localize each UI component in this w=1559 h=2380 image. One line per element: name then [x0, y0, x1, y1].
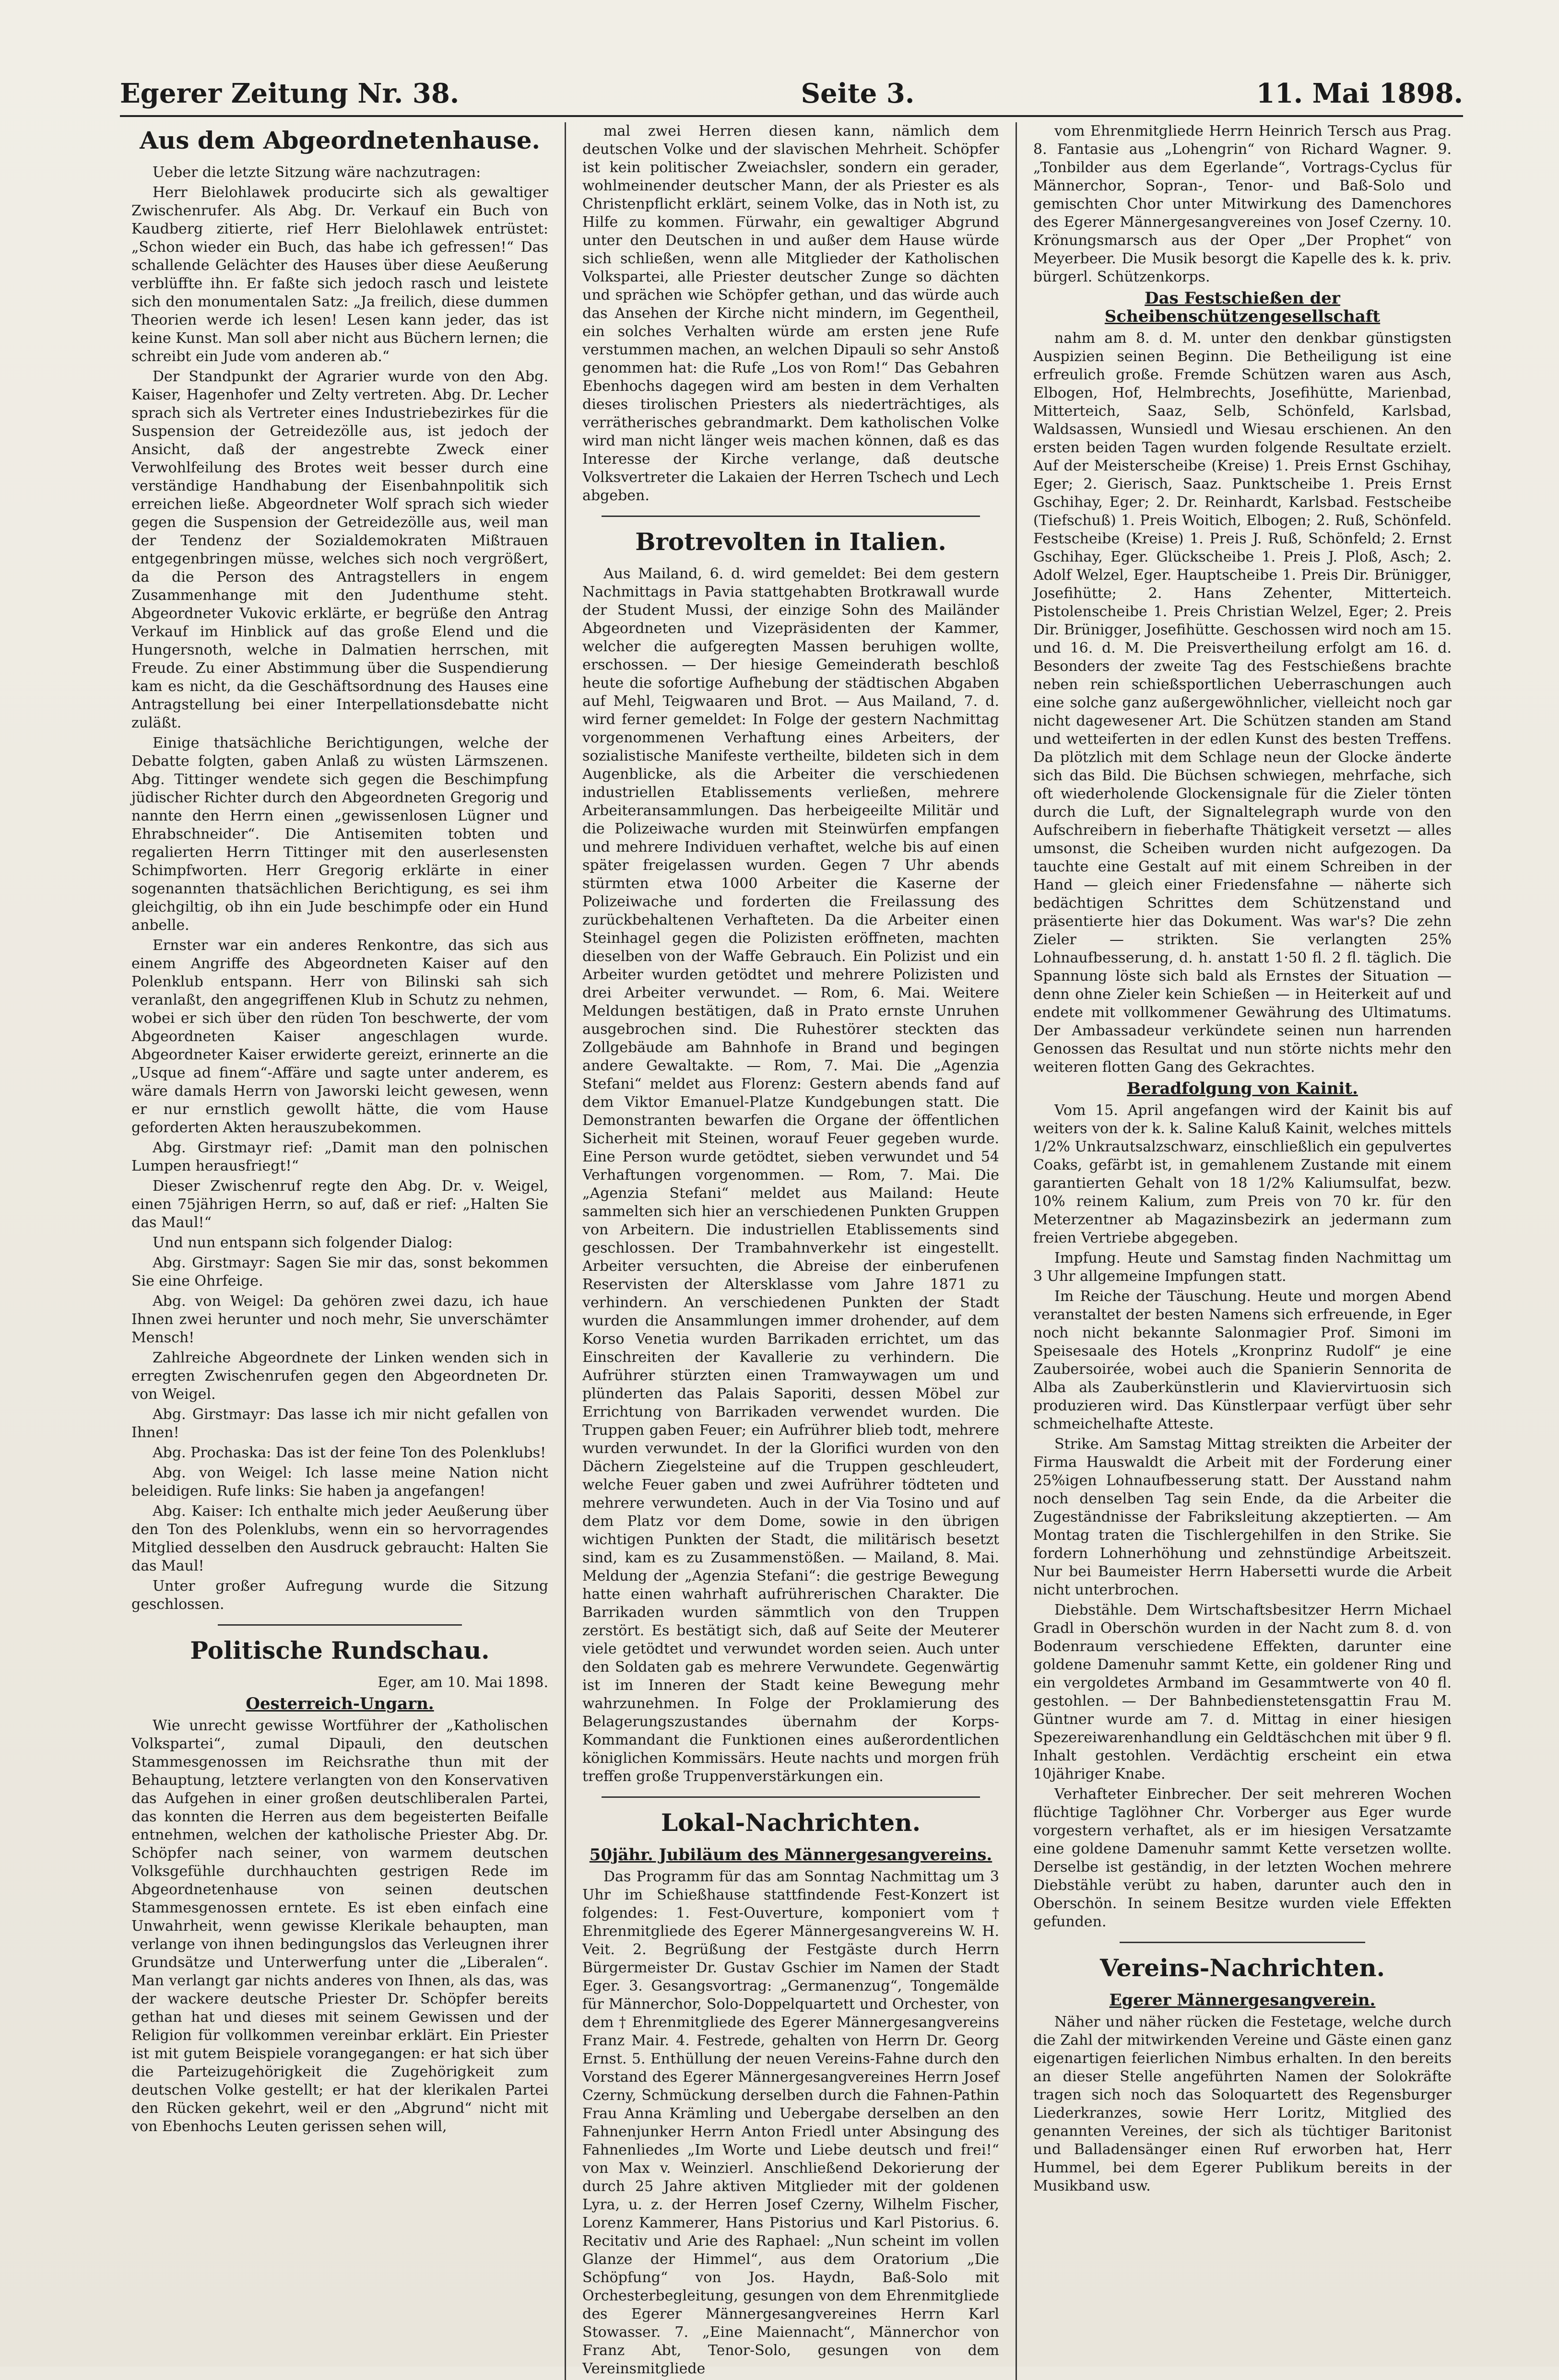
paragraph: Das Programm für das am Sonntag Nachmittag um 3 Uhr im Schießhause stattfindende Fest-Konzert ist folgendes: 1. Fest-Ouverture, komponiert vom † Ehrenmitgliede des Egerer Männergesangvereins W. H. Veit. 2. Begrüßung der Festgäste durch Herrn Bürgermeister Dr. Gustav Gschier im Namen der Stadt Eger. 3. Gesangsvortrag: „Germanenzug“, Tongemälde für Männerchor, Solo-Doppelquartett und Orchester, von dem † Ehrenmitgliede des Egerer Männergesangvereins Franz Mair. 4. Festrede, gehalten von Herrn Dr. Georg Ernst. 5. Enthüllung der neuen Vereins-Fahne durch den Vorstand des Egerer Männergesangvereines Herrn Josef Czerny, Schmückung derselben durch die Fahnen-Pathin Frau Anna Krämling und Uebergabe derselben an den Fahnenjunker Herrn Anton Friedl unter Absingung des Fahnenliedes „Im Worte und Liebe deutsch und frei!“ von Max v. Weinzierl. Anschließend Dekorierung der durch 25 Jahre aktiven Mitglieder mit der goldenen Lyra, u. z. der Herren Josef Czerny, Wilhelm Fischer, Lorenz Kammerer, Hans Pistorius und Karl Pistorius. 6. Recitativ und Arie des Raphael: „Nun scheint im vollen Glanze der Himmel“, aus dem Oratorium „Die Schöpfung“ von Jos. Haydn, Baß-Solo mit Orchesterbegleitung, gesungen von dem Ehrenmitgliede des Egerer Männergesangvereines Herrn Karl Stowasser. 7. „Eine Maiennacht“, Männerchor von Franz Abt, Tenor-Solo, gesungen von dem Vereinsmitgliede — [582, 1868, 999, 2377]
section-title-bread-riots: Brotrevolten in Italien. — [635, 528, 946, 556]
paragraph: nahm am 8. d. M. unter den denkbar günstigsten Auspizien seinen Beginn. Die Betheiligung ist eine erfreulich große. Fremde Schützen waren aus Asch, Elbogen, Hof, Helmbrechts, Josefihütte, Marienbad, Mitterteich, Saaz, Selb, Schönfeld, Karlsbad, Waldsassen, Wunsiedl und Wiesau erschienen. An den ersten beiden Tagen wurden folgende Resultate erzielt. Auf der Meisterscheibe (Kreise) 1. Preis Ernst Gschihay, Eger; 2. Gierisch, Saaz. Punktscheibe 1. Preis Ernst Gschihay, Eger; 2. Dr. Reinhardt, Karlsbad. Festscheibe (Tiefschuß) 1. Preis Woitich, Elbogen; 2. Ruß, Schönfeld. Festscheibe (Kreise) 1. Preis J. Ruß, Schönfeld; 2. Ernst Gschihay, Eger. Glückscheibe 1. Preis J. Ploß, Asch; 2. Adolf Welzel, Eger. Hauptscheibe 1. Preis Dir. Brünigger, Josefihütte; 2. Hans Zehenter, Mitterteich. Pistolenscheibe 1. Preis Christian Welzel, Eger; 2. Preis Dir. Brünigger, Josefihütte. Geschossen wird noch am 15. und 16. d. M. Die Preisvertheilung erfolgt am 16. d. Besonders der zweite Tag des Festschießens brachte neben rein schießsportlichen Ueberraschungen auch eine solche ganz außergewöhnlicher, vielleicht noch gar nicht dagewesener Art. Die Schützen standen am Stand und wetteiferten in der edlen Kunst des besten Treffens. Da plötzlich mit dem Schlage neun der Glocke änderte sich das Bild. Die Büchsen schwiegen, mehrfache, sich oft wiederholende Glockensignale für die Zieler tönten durch die Luft, der Signaltelegraph wurde von den Aufschreibern in fieberhafte Thätigkeit versetzt — alles umsonst, die Scheiben wurden nicht aufgezogen. Da tauchte eine Gestalt auf mit einem Schreiben in der Hand — gleich einer Friedensfahne — näherte sich bedächtigen Schrittes dem Schützenstand und präsentierte hier das Dokument. Was war's? Die zehn Zieler — strikten. Sie verlangten 25% Lohnaufbesserung, d. h. anstatt 1·50 fl. 2 fl. täglich. Die Spannung löste sich bald als Ernstes der Situation — denn ohne Zieler kein Schießen — in Heiterkeit auf und endete mit vollkommener Gewährung des Ultimatums. Der Ambassadeur verkündete seinen nun harrenden Genossen das Resultat und nun störte nichts mehr den weiteren flotten Gang des Gekrachtes. — [1033, 330, 1452, 1076]
paragraph: Diebstähle. Dem Wirtschaftsbesitzer Herrn Michael Gradl in Oberschön wurden in der Nacht zum 8. d. von Bodenraum verschiedene Effekten, darunter eine goldene Damenuhr sammt Kette, ein goldener Ring und ein vergoldetes Armband im Gesammtwerte von 40 fl. gestohlen. — Der Bahnbedienstetensgattin Frau M. Güntner wurde am 7. d. Mittag in einer hiesigen Spezereiwarenhandlung ein Geldtäschchen mit über 9 fl. Inhalt gestohlen. Verdächtig erscheint ein etwa 10jähriger Knabe. — [1033, 1602, 1452, 1782]
newspaper-title: Egerer Zeitung Nr. 38. — [120, 78, 460, 109]
paragraph: Verhafteter Einbrecher. Der seit mehreren Wochen flüchtige Taglöhner Chr. Vorberger aus Eger wurde vorgestern verhaftet, als er im hiesigen Versatzamte eine goldene Damenuhr sammt Kette versetzen wollte. Derselbe ist geständig, in der letzten Wochen mehrere Diebstähle verübt zu haben, darunter auch den in Oberschön. In seinem Besitze wurden viele Effekten gefunden. — [1033, 1786, 1452, 1930]
dateline: Eger, am 10. Mai 1898. — [378, 1674, 548, 1691]
paragraph: Vom 15. April angefangen wird der Kainit bis auf weiters von der k. k. Saline Kaluß Kainit, welches mittels 1/2% Unkrautsalzschwarz, einschließlich ein gepulvertes Coaks, gefärbt ist, in gemahlenem Zustande mit einem garantierten Gehalt von 18 1/2% Kaliumsulfat, bezw. 10% reinem Kalium, zum Preis von 70 kr. für den Meterzentner ab Magazinsbezirk an jedermann zum freien Vertriebe abgegeben. — [1033, 1102, 1452, 1246]
paragraph: mal zwei Herren diesen kann, nämlich dem deutschen Volke und der slavischen Mehrheit. Schöpfer ist kein politischer Zweiachsler, sondern ein gerader, wohlmeinender deutscher Mann, der als Priester es als Christenpflicht erklärt, seinem Volke, das in Noth ist, zu Hilfe zu kommen. Fürwahr, ein gewaltiger Abgrund unter den Deutschen in und außer dem Hause würde sich schließen, wenn alle Mitglieder der Katholischen Volkspartei, alle Priester deutscher Zunge so dächten und sprächen wie Schöpfer gethan, und das würde auch das Ansehen der Kirche nicht mindern, im Gegentheil, ein solches Verhalten würde am ersten jene Rufe verstummen machen, an welchen Dipauli so sehr Anstoß genommen hat: die Rufe „Los von Rom!“ Das Gebahren Ebenhochs dagegen wird am besten in dem Verhalten dieses tirolischen Priesters als niederträchtiges, als verrätherisches gebrandmarkt. Dem katholischen Volke wird man nicht länger weis machen können, daß es das Interesse der Kirche verlange, daß deutsche Volksvertreter die Lakaien der Herren Tschech und Lech abgeben. — [582, 123, 999, 504]
paragraph: Strike. Am Samstag Mittag streikten die Arbeiter der Firma Hauswaldt die Arbeit mit der Forderung einer 25%igen Lohnaufbesserung statt. Der Ausstand nahm noch denselben Tag sein Ende, da die Arbeiter die Zugeständnisse der Fabriksleitung akzeptierten. — Am Montag traten die Tischlergehilfen in den Strike. Sie fordern Lohnerhöhung und zehnstündige Arbeitszeit. Nur bei Baumeister Herrn Habersetti wurde die Arbeit nicht unterbrochen. — [1033, 1436, 1452, 1598]
paragraph: Herr Bielohlawek producirte sich als gewaltiger Zwischenrufer. Als Abg. Dr. Verkauf ein Buch von Kaudberg zitierte, rief Herr Bielohlawek entrüstet: „Schon wieder ein Buch, das habe ich gefressen!“ Das schallende Gelächter des Hauses über diese Aeußerung verblüffte ihn. Er faßte sich jedoch rasch und leistete sich den monumentalen Satz: „Ja freilich, diese dummen Theorien werde ich lesen! Lesen kann jeder, das ist keine Kunst. Man soll aber nicht aus Büchern lernen; die schreibt ein Jude vom anderen ab.“ — [131, 184, 548, 365]
section-divider — [218, 1624, 462, 1626]
section-divider — [1120, 1942, 1365, 1943]
paragraph: Wie unrecht gewisse Wortführer der „Katholischen Volkspartei“, zumal Dipauli, den deutschen Stammesgenossen im Reichsrathe thun mit der Behauptung, letztere verlangten von den Konservativen das Aufgehen in einer großen deutschliberalen Partei, das konnten die Herren aus dem begeisterten Beifalle entnehmen, welchen der katholische Priester Abg. Dr. Schöpfer nach seiner, von warmem deutschen Volksgefühle durchhauchten gestrigen Rede im Abgeordnetenhause von seinen deutschen Stammesgenossen erntete. Es ist eben einfach eine Unwahrheit, wenn gewisse Klerikale behaupten, man verlange von ihnen bedingungslos das Verleugnen ihrer Grundsätze und Unterwerfung unter die „Liberalen“. Man verlangt gar nichts anderes von Ihnen, als das, was der wackere deutsche Priester Dr. Schöpfer bereits gethan hat und dieses mit seinem Gewissen und der Religion für vollkommen vereinbar erklärt. Ein Priester ist mit gutem Beispiele vorangegangen: er hat sich über die Parteizugehörigkeit die Zugehörigkeit zum deutschen Volke gestellt; er hat der klerikalen Partei den Rücken gekehrt, weil er den „Abgrund“ nicht mit von Ebenhochs Leuten gerissen sehen will, — [131, 1717, 548, 2135]
paragraph: Näher und näher rücken die Festetage, welche durch die Zahl der mitwirkenden Vereine und Gäste einen ganz eigenartigen feierlichen Nimbus erhalten. In den bereits an dieser Stelle angeführten Namen der Solokräfte tragen sich noch das Soloquartett des Regensburger Liederkranzes, sowie Herr Loritz, Mitglied des genannten Vereines, der sich als tüchtiger Baritonist und Balladensänger einen Ruf erworben hat, Herr Hummel, bei dem Egerer Publikum bereits in der Musikband usw. — [1033, 2014, 1452, 2194]
subheading-kainit: Beradfolgung von Kainit. — [1127, 1079, 1358, 1098]
section-title-politics: Politische Rundschau. — [190, 1636, 490, 1665]
paragraph: Abg. von Weigel: Ich lasse meine Nation nicht beleidigen. Rufe links: Sie haben ja angefangen! — [131, 1465, 548, 1500]
paragraph: Und nun entspann sich folgender Dialog: — [153, 1234, 453, 1251]
paragraph: Unter großer Aufregung wurde die Sitzung geschlossen. — [131, 1578, 548, 1613]
section-divider — [602, 516, 980, 517]
paragraph: Abg. Girstmayr rief: „Damit man den polnischen Lumpen herausfriegt!“ — [131, 1139, 548, 1174]
paragraph: Ernster war ein anderes Renkontre, das sich aus einem Angriffe des Abgeordneten Kaiser auf den Polenklub entspann. Herr von Bilinski sah sich veranlaßt, den angegriffenen Klub in Schutz zu nehmen, wobei er sich über den rüden Ton beschwerte, der vom Abgeordneten Kaiser angeschlagen wurde. Abgeordneter Kaiser erwiderte gereizt, erinnerte an die „Usque ad finem“-Affäre und sagte unter anderem, es wäre damals Herrn von Jaworski leicht gewesen, wenn er nur ernstlich gewollt hätte, die vom Hause geforderten Akten herauszubekommen. — [131, 937, 548, 1136]
page-number: Seite 3. — [801, 78, 915, 109]
paragraph: Impfung. Heute und Samstag finden Nachmittag um 3 Uhr allgemeine Impfungen statt. — [1033, 1250, 1452, 1285]
paragraph: Abg. von Weigel: Da gehören zwei dazu, ich haue Ihnen zwei herunter und noch mehr, Sie unverschämter Mensch! — [131, 1293, 548, 1346]
subheading-austria-hungary: Oesterreich-Ungarn. — [246, 1694, 434, 1713]
paragraph: Der Standpunkt der Agrarier wurde von den Abg. Kaiser, Hagenhofer und Zelty vertreten. Abg. Dr. Lecher sprach sich als Vertreter eines Industriebezirkes für die Suspension der Getreidezölle aus, ist jedoch der Ansicht, daß der angestrebte Zweck einer Verwohlfeilung des Brotes weit besser durch eine verständige Handhabung der Eisenbahnpolitik sich erreichen ließe. Abgeordneter Wolf sprach sich wieder gegen die Suspension der Getreidezölle aus, weil man der Tendenz der Sozialdemokraten Mißtrauen entgegenbringen müsse, welches sich noch vergrößert, da die Person des Antragstellers in engem Zusammenhange mit den Judenthume steht. Abgeordneter Vukovic erklärte, er begrüße den Antrag Verkauf im Hinblick auf das große Elend und die Hungersnoth, welche in Dalmatien herrschen, mit Freude. Zu einer Abstimmung über die Suspendierung kam es nicht, da die Geschäftsordnung des Hauses eine Antragstellung bei einer Interpellationsdebatte nicht zuläßt. — [131, 368, 548, 731]
section-divider — [602, 1796, 980, 1798]
paragraph: Ueber die letzte Sitzung wäre nachzutragen: — [153, 164, 481, 181]
paragraph: Dieser Zwischenruf regte den Abg. Dr. v. Weigel, einen 75jährigen Herrn, so auf, daß er rief: „Halten Sie das Maul!“ — [131, 1178, 548, 1231]
paragraph: vom Ehrenmitgliede Herrn Heinrich Tersch aus Prag. 8. Fantasie aus „Lohengrin“ von Richard Wagner. 9. „Tonbilder aus dem Egerlande“, Vortrags-Cyclus für Männerchor, Sopran-, Tenor- und Baß-Solo und gemischten Chor unter Mitwirkung des Damenchores des Egerer Männergesangvereines von Josef Czerny. 10. Krönungsmarsch aus der Oper „Der Prophet“ von Meyerbeer. Die Musik besorgt die Kapelle des k. k. priv. bürgerl. Schützenkorps. — [1033, 123, 1452, 285]
subheading-choir-club: Egerer Männergesangverein. — [1109, 1991, 1376, 2010]
columns — [115, 122, 1468, 2377]
paragraph: Abg. Kaiser: Ich enthalte mich jeder Aeußerung über den Ton des Polenklubs, wenn ein so hervorragendes Mitglied desselben den Ausdruck gebraucht: Halten Sie das Maul! — [131, 1503, 548, 1574]
section-title-parliament: Aus dem Abgeordnetenhause. — [140, 126, 540, 154]
paragraph: Im Reiche der Täuschung. Heute und morgen Abend veranstaltet der besten Namens sich erfreuende, in Eger noch nicht bekannte Salonmagier Prof. Simoni im Speisesaale des Hotels „Kronprinz Rudolf“ je eine Zaubersoirée, wobei auch die Spanierin Sennorita de Alba als Zauberkünstlerin und Klaviervirtuosin sich produzieren wird. Das Künstlerpaar verfügt über sehr schmeichelhafte Atteste. — [1033, 1288, 1452, 1432]
paragraph: Zahlreiche Abgeordnete der Linken wenden sich in erregten Zwischenrufen gegen den Abgeordneten Dr. von Weigel. — [131, 1349, 548, 1403]
issue-date: 11. Mai 1898. — [1256, 78, 1463, 109]
subheading-jubilee: 50jähr. Jubiläum des Männergesangvereins. — [589, 1845, 992, 1864]
paragraph: Aus Mailand, 6. d. wird gemeldet: Bei dem gestern Nachmittags in Pavia stattgehabten Brotkrawall wurde der Student Mussi, der einzige Sohn des Mailänder Abgeordneten und Vizepräsidenten der Kammer, welcher die aufgeregten Massen beruhigen wollte, erschossen. — Der hiesige Gemeinderath beschloß heute die sofortige Aufhebung der städtischen Abgaben auf Mehl, Teigwaaren und Brot. — Aus Mailand, 7. d. wird ferner gemeldet: In Folge der gestern Nachmittag vorgenommenen Verhaftung eines Arbeiters, der sozialistische Manifeste vertheilte, bildeten sich in dem Augenblicke, als die Arbeiter die verschiedenen industriellen Etablissements verließen, mehrere Arbeiteransammlungen. Das herbeigeeilte Militär und die Polizeiwache wurden mit Steinwürfen empfangen und mehrere Individuen verhaftet, welche bis auf einen später freigelassen wurden. Gegen 7 Uhr abends stürmten etwa 1000 Arbeiter die Kaserne der Polizeiwache und forderten die Freilassung des zurückbehaltenen Verhafteten. Da die Arbeiter einen Steinhagel gegen die Polizisten eröffneten, machten dieselben von der Waffe Gebrauch. Ein Polizist und ein Arbeiter wurden getödtet und mehrere Polizisten und drei Arbeiter verwundet. — Rom, 6. Mai. Weitere Meldungen bestätigen, daß in Prato ernste Unruhen ausgebrochen sind. Die Ruhestörer steckten das Zollgebäude am Bahnhofe in Brand und begingen andere Gewaltakte. — Rom, 7. Mai. Die „Agenzia Stefani“ meldet aus Florenz: Gestern abends fand auf dem Viktor Emanuel-Platze Kundgebungen statt. Die Demonstranten bewarfen die Organe der öffentlichen Sicherheit mit Steinen, worauf Feuer gegeben wurde. Eine Person wurde getödtet, sieben verwundet und 54 Verhaftungen vorgenommen. — Rom, 7. Mai. Die „Agenzia Stefani“ meldet aus Mailand: Heute sammelten sich hier an verschiedenen Punkten Gruppen von Arbeitern. Die industriellen Etablissements sind geschlossen. Der Trambahnverkehr ist eingestellt. Arbeiter versuchten, die Abreise der einberufenen Reservisten der Altersklasse vom Jahre 1871 zu verhindern. An verschiedenen Punkten der Stadt wurden die Ansammlungen immer drohender, auf dem Korso Venetia wurden Barrikaden errichtet, um das Einschreiten der Kavallerie zu verhindern. Die Aufrührer stürzten einen Tramwaywagen um und plünderten das Palais Saporiti, dessen Möbel zur Errichtung von Barrikaden verwendet wurden. Die Truppen gaben Feuer; ein Aufrührer blieb todt, mehrere wurden verwundet. In der la Glorifici wurden von den Dächern Ziegelsteine auf die Truppen geschleudert, welche Feuer gaben und zwei Aufrührer tödteten und mehrere verwundeten. Auch in der Via Tosino und auf dem Platz vor dem Dome, sowie in den übrigen wichtigen Punkten der Stadt, die militärisch besetzt sind, kam es zu Zusammenstößen. — Mailand, 8. Mai. Meldung der „Agenzia Stefani“: die gestrige Bewegung hatte einen wahrhaft aufrührerischen Charakter. Die Barrikaden wurden sämmtlich von den Truppen zerstört. Es bestätigt sich, daß auf Seite der Meuterer viele getödtet und verwundet worden seien. Auch unter den Soldaten gab es mehrere Verwundete. Gegenwärtig ist im Inneren der Stadt keine Bewegung mehr wahrzunehmen. In Folge der Proklamierung des Belagerungszustandes übernahm der Korps-Kommandant die Funktionen eines außerordentlichen königlichen Kommissärs. Heute nachts und morgen früh treffen große Truppenverstärkungen ein. — [582, 565, 999, 1785]
paragraph: Einige thatsächliche Berichtigungen, welche der Debatte folgten, gaben Anlaß zu wüsten Lärmszenen. Abg. Tittinger wendete sich gegen die Beschimpfung jüdischer Richter durch den Abgeordneten Gregorig und nannte den Herrn einen „gewissenlosen Lügner und Ehrabschneider“. Die Antisemiten tobten und regalierten Herrn Tittinger mit den auserlesensten Schimpfworten. Herr Gregorig erklärte in einer sogenannten thatsächlichen Berichtigung, es sei ihm gleichgiltig, ob ihn ein Jude beschimpfe oder ein Hund anbelle. — [131, 735, 548, 934]
column-2 — [566, 122, 1017, 2380]
paragraph: Abg. Prochaska: Das ist der feine Ton des Polenklubs! — [153, 1444, 546, 1461]
paragraph: Abg. Girstmayr: Sagen Sie mir das, sonst bekommen Sie eine Ohrfeige. — [131, 1254, 548, 1290]
section-title-local-news: Lokal-Nachrichten. — [661, 1808, 921, 1837]
page-header — [120, 72, 1463, 117]
column-1 — [115, 122, 566, 2380]
column-3 — [1017, 122, 1468, 2380]
paragraph: Abg. Girstmayr: Das lasse ich mir nicht gefallen von Ihnen! — [131, 1406, 548, 1441]
subheading-shooting-festival: Das Festschießen der Scheibenschützengesellschaft — [1104, 289, 1381, 326]
section-title-club-news: Vereins-Nachrichten. — [1099, 1954, 1385, 1982]
